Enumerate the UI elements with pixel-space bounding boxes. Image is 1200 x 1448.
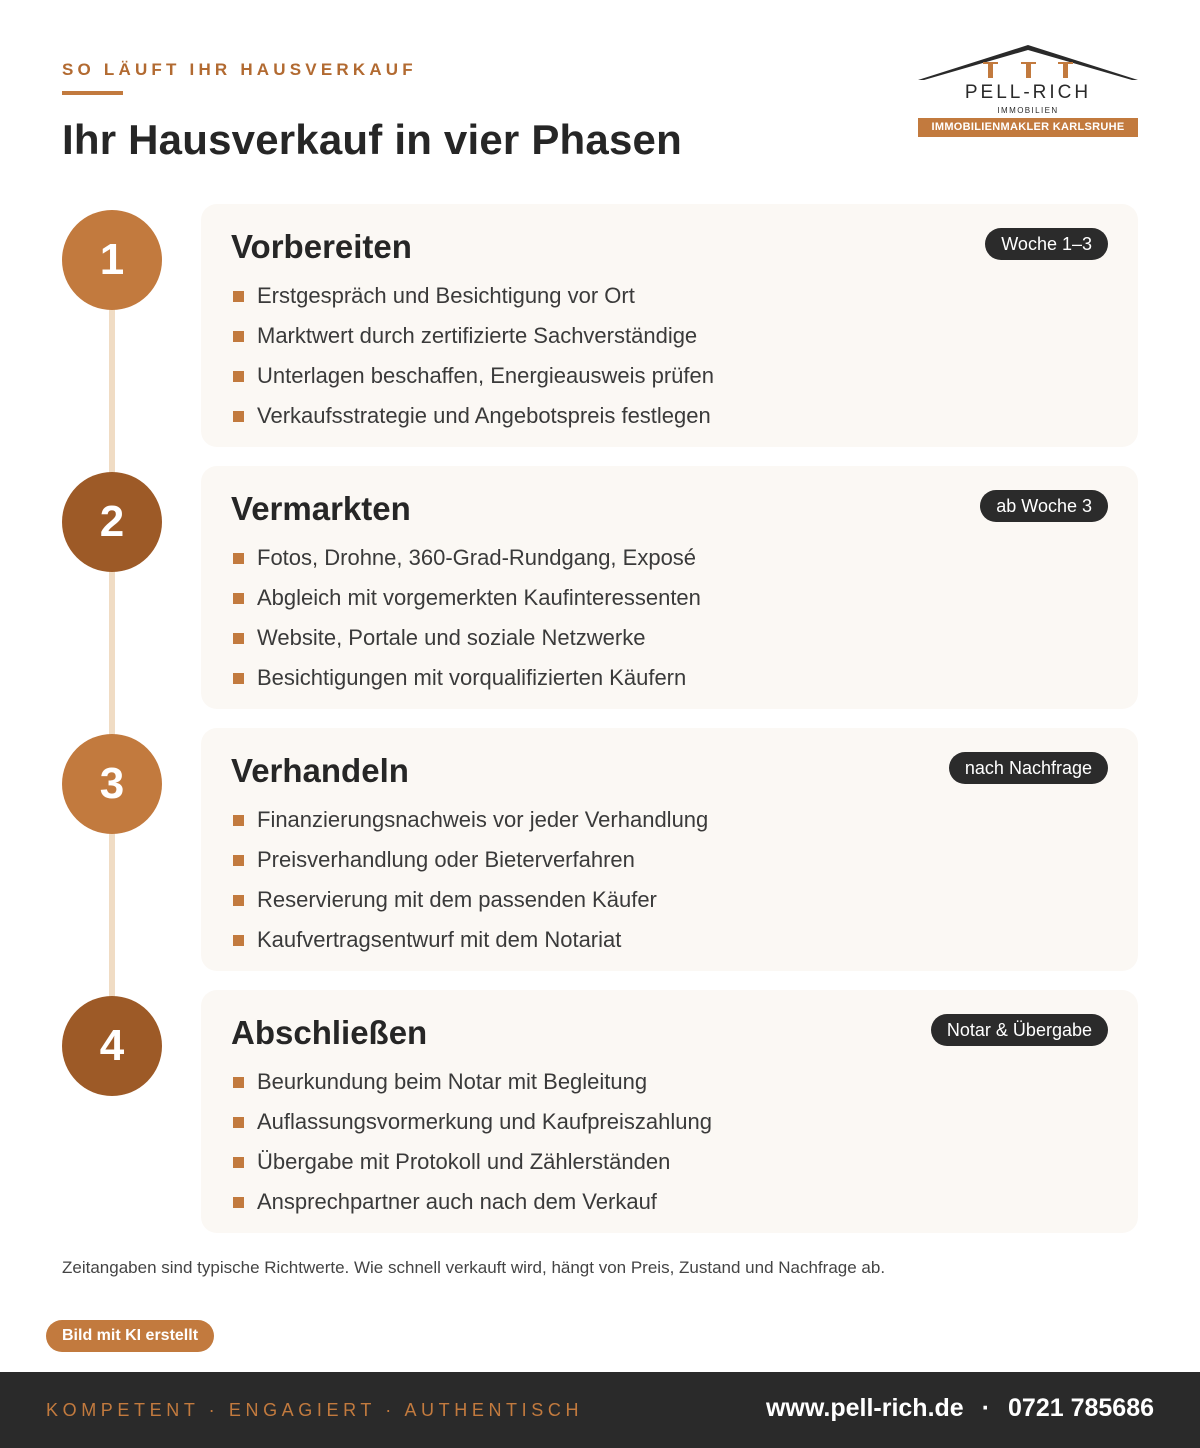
- bullet-square-icon: [233, 1077, 244, 1088]
- phase-1: [0, 204, 1200, 447]
- phase-card: [201, 728, 1138, 971]
- bullet-square-icon: [233, 815, 244, 826]
- bullet-square-icon: [233, 633, 244, 644]
- logo-subtitle: IMMOBILIEN: [997, 106, 1059, 115]
- eyebrow-underline: [62, 91, 123, 95]
- phase-card: [201, 990, 1138, 1233]
- list-item-text: Abgleich mit vorgemerkten Kaufinteressenten: [257, 585, 701, 610]
- footer-slogan: KOMPETENT · ENGAGIERT · AUTHENTISCH: [46, 1400, 584, 1420]
- house-roof-icon: [918, 44, 1138, 84]
- list-item: [231, 1068, 712, 1108]
- logo-name: PELL-RICH: [964, 82, 1092, 103]
- list-item: [231, 362, 714, 402]
- list-item: [231, 1148, 712, 1188]
- list-item-text: Reservierung mit dem passenden Käufer: [257, 887, 657, 912]
- phase-time-badge: Notar & Übergabe: [931, 1014, 1108, 1046]
- phase-item-list: [231, 806, 708, 966]
- list-item-text: Fotos, Drohne, 360-Grad-Rundgang, Exposé: [257, 545, 697, 570]
- bullet-square-icon: [233, 855, 244, 866]
- list-item-text: Verkaufsstrategie und Angebotspreis festlegen: [257, 403, 711, 428]
- eyebrow-label: SO LÄUFT IHR HAUSVERKAUF: [62, 60, 417, 79]
- list-item-text: Marktwert durch zertifizierte Sachverständige: [257, 323, 698, 348]
- list-item: [231, 402, 714, 442]
- bullet-square-icon: [233, 553, 244, 564]
- phase-card: [201, 204, 1138, 447]
- list-item-text: Ansprechpartner auch nach dem Verkauf: [257, 1189, 657, 1214]
- bullet-square-icon: [233, 895, 244, 906]
- bullet-square-icon: [233, 1117, 244, 1128]
- phone-number[interactable]: 0721 785686: [1008, 1394, 1154, 1422]
- list-item-text: Erstgespräch und Besichtigung vor Ort: [257, 283, 635, 308]
- bullet-square-icon: [233, 371, 244, 382]
- bullet-square-icon: [233, 411, 244, 422]
- list-item: [231, 282, 714, 322]
- list-item: [231, 806, 708, 846]
- list-item-text: Website, Portale und soziale Netzwerke: [257, 625, 646, 650]
- phase-title: Abschließen: [231, 1014, 428, 1051]
- list-item: [231, 886, 708, 926]
- phase-title: Vermarkten: [231, 490, 411, 527]
- list-item-text: Unterlagen beschaffen, Energieausweis prüfen: [257, 363, 715, 388]
- phase-number: 3: [62, 734, 162, 834]
- list-item-text: Beurkundung beim Notar mit Begleitung: [257, 1069, 648, 1094]
- list-item-text: Übergabe mit Protokoll und Zählerständen: [257, 1149, 671, 1174]
- footer-separator: ·: [981, 1394, 991, 1422]
- bullet-square-icon: [233, 1197, 244, 1208]
- logo-band: IMMOBILIENMAKLER KARLSRUHE: [918, 118, 1138, 137]
- phase-2: [0, 466, 1200, 709]
- list-item: [231, 584, 701, 624]
- bullet-square-icon: [233, 673, 244, 684]
- company-logo: [918, 44, 1138, 136]
- list-item-text: Besichtigungen mit vorqualifizierten Käufern: [257, 665, 687, 690]
- phase-item-list: [231, 1068, 712, 1228]
- list-item: [231, 1188, 712, 1228]
- phase-time-badge: ab Woche 3: [980, 490, 1108, 522]
- phase-number: 2: [62, 472, 162, 572]
- list-item: [231, 664, 701, 704]
- list-item: [231, 624, 701, 664]
- phase-4: [0, 990, 1200, 1233]
- list-item: [231, 544, 701, 584]
- list-item-text: Auflassungsvormerkung und Kaufpreiszahlung: [257, 1109, 712, 1134]
- footer-bar: [0, 1372, 1200, 1448]
- list-item-text: Preisverhandlung oder Bieterverfahren: [257, 847, 635, 872]
- phase-item-list: [231, 282, 714, 442]
- website-link[interactable]: www.pell-rich.de: [765, 1394, 964, 1422]
- footnote: Zeitangaben sind typische Richtwerte. Wie schnell verkauft wird, hängt von Preis, Zustand und Nachfrage ab.: [62, 1258, 886, 1277]
- list-item: [231, 926, 708, 966]
- list-item-text: Kaufvertragsentwurf mit dem Notariat: [257, 927, 622, 952]
- bullet-square-icon: [233, 935, 244, 946]
- list-item: [231, 322, 714, 362]
- list-item: [231, 846, 708, 886]
- ai-generated-badge: Bild mit KI erstellt: [46, 1320, 214, 1352]
- list-item-text: Finanzierungsnachweis vor jeder Verhandlung: [257, 807, 709, 832]
- list-item: [231, 1108, 712, 1148]
- phase-number: 1: [62, 210, 162, 310]
- bullet-square-icon: [233, 331, 244, 342]
- bullet-square-icon: [233, 1157, 244, 1168]
- phase-time-badge: nach Nachfrage: [949, 752, 1108, 784]
- phase-3: [0, 728, 1200, 971]
- phase-item-list: [231, 544, 701, 704]
- page-title: Ihr Hausverkauf in vier Phasen: [62, 116, 682, 163]
- footer-contact: [766, 1394, 1154, 1423]
- phase-time-badge: Woche 1–3: [985, 228, 1108, 260]
- bullet-square-icon: [233, 593, 244, 604]
- bullet-square-icon: [233, 291, 244, 302]
- phase-title: Verhandeln: [231, 752, 409, 789]
- phase-number: 4: [62, 996, 162, 1096]
- phase-card: [201, 466, 1138, 709]
- phase-title: Vorbereiten: [231, 228, 412, 265]
